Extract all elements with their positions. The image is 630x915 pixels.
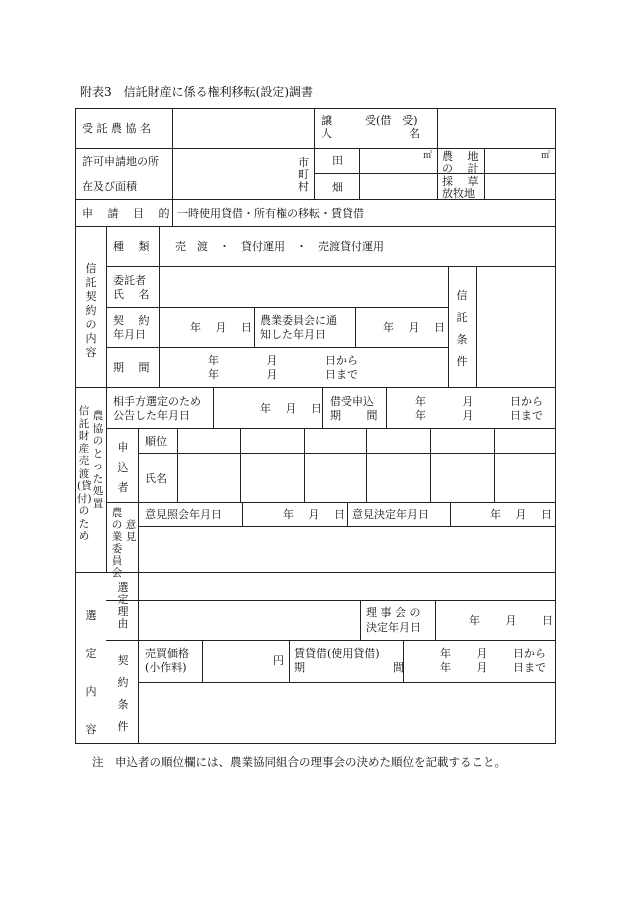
rule: [366, 428, 367, 502]
rule: [106, 347, 448, 348]
shurui-label: 種 類: [113, 240, 150, 253]
sentei-naiyo-label: 選定内容: [85, 609, 97, 736]
rule: [476, 266, 477, 387]
shintaku-joken-label: 信託条件: [456, 289, 468, 368]
nochi-kei-line2: の 計: [442, 162, 479, 175]
joju-label-line2: 人 名: [321, 127, 420, 140]
rule: [172, 199, 173, 226]
iinkai-label-col2: 意見: [125, 519, 137, 543]
moushikomisha-label: 申込者: [117, 441, 129, 494]
keiyaku-ymd-value: 年 月 日: [190, 321, 252, 334]
rule: [75, 387, 556, 388]
shi-label: 市: [298, 156, 309, 169]
rule: [106, 502, 556, 503]
rule: [106, 600, 556, 601]
tsuchi-ymd-value: 年 月 日: [383, 321, 445, 334]
rule: [314, 173, 556, 174]
ta-label: 田: [332, 154, 343, 167]
rule: [484, 148, 485, 199]
chintaishaku-label-line1: 賃貸借(使用貸借): [294, 647, 380, 660]
rule: [106, 428, 556, 429]
saiso-line2: 放牧地: [442, 187, 475, 200]
rule: [138, 526, 556, 527]
chintaishaku-from: 年 月 日から: [440, 647, 546, 660]
page-title: 附表3 信託財産に係る権利移転(設定)調書: [80, 85, 313, 99]
shurui-value: 売 渡 ・ 貸付運用 ・ 売渡貸付運用: [175, 240, 384, 253]
joju-label-line1: 譲 受(借 受): [321, 114, 418, 127]
rule: [159, 226, 160, 387]
baibai-label-line1: 売買価格: [145, 647, 189, 660]
rule: [386, 387, 387, 428]
rule: [360, 600, 361, 640]
footnote: 注 申込者の順位欄には、農業協同組合の理事会の決めた順位を記載すること。: [92, 755, 506, 769]
kikan-from: 年 月 日から: [208, 354, 358, 367]
rule: [494, 428, 495, 502]
rule: [202, 640, 203, 682]
jutaku-kumiai-label: 受 託 農 協 名: [82, 122, 151, 135]
rule: [448, 266, 449, 387]
unit-m2: ㎡: [423, 151, 433, 161]
machi-label: 町: [298, 168, 309, 181]
aite-ymd-value: 年 月 日: [260, 402, 322, 415]
rule: [322, 387, 323, 428]
rule: [289, 640, 290, 682]
aite-label-line2: 公告した年月日: [113, 409, 190, 422]
shozai-label-line1: 許可申請地の所: [82, 155, 159, 168]
baito-section-label-b: 農協のとった処置: [92, 410, 104, 510]
rule: [106, 307, 448, 308]
shozai-label-line2: 在及び面積: [82, 180, 137, 193]
baibai-label-line2: (小作料): [145, 661, 187, 674]
rule: [172, 108, 173, 199]
sentei-riyu-label: 選定理由: [117, 581, 129, 630]
chintaishaku-label-line2: 期 間: [294, 661, 404, 674]
mura-label: 村: [298, 180, 309, 193]
rule: [359, 148, 360, 199]
shimei-label: 氏名: [145, 472, 167, 485]
rule: [138, 682, 556, 683]
rule: [242, 502, 243, 526]
shintaku-keiyaku-section-label: 信託契約の内容: [85, 262, 97, 359]
iinkai-label-col1: 農の: [111, 507, 123, 531]
rule: [75, 226, 556, 227]
rule: [450, 502, 451, 526]
kettei-ymd-value: 年 月 日: [490, 508, 552, 521]
rule: [106, 266, 556, 267]
shakuuke-to: 年 月 日まで: [415, 409, 543, 422]
chintaishaku-to: 年 月 日まで: [440, 661, 546, 674]
rule: [430, 428, 431, 502]
rijikai-label-line2: 決定年月日: [366, 621, 421, 634]
rule: [355, 307, 356, 347]
rule: [106, 226, 107, 572]
nochi-kei-line1: 農 地: [442, 150, 479, 163]
yen-unit: 円: [273, 654, 284, 667]
rule: [177, 428, 178, 502]
rule: [213, 387, 214, 428]
itakusha-label-line1: 委託者: [113, 274, 146, 287]
shakuuke-label-line2: 期 間: [330, 409, 378, 422]
kikan-label: 期 間: [113, 361, 150, 374]
rijikai-ymd-value: 年 月 日: [469, 614, 553, 627]
keiyaku-ymd-label-line2: 年月日: [113, 328, 146, 341]
rule: [240, 428, 241, 502]
rule: [75, 572, 556, 573]
rule: [304, 428, 305, 502]
tsuchi-label-line1: 農業委員会に通: [260, 314, 337, 327]
hata-label: 畑: [332, 181, 343, 194]
rule: [435, 600, 436, 640]
rule: [437, 148, 438, 199]
rule: [138, 572, 139, 744]
shakuuke-from: 年 月 日から: [415, 395, 543, 408]
baito-section-label-a: 信託財産売渡(貸付)のため: [77, 405, 92, 542]
rijikai-label-line1: 理 事 会 の: [366, 606, 421, 619]
tsuchi-label-line2: 知した年月日: [260, 328, 326, 341]
saiso-line1: 採 草: [442, 175, 479, 188]
kikan-to: 年 月 日まで: [208, 368, 358, 381]
shokai-label: 意見照会年月日: [145, 508, 222, 521]
juni-label: 順位: [145, 435, 167, 448]
rule: [437, 108, 438, 148]
rule: [138, 428, 139, 572]
itakusha-label-line2: 氏 名: [113, 288, 150, 301]
keiyaku-ymd-label-line1: 契 約: [113, 314, 150, 327]
iinkai-label-col1b: 業委員会: [111, 531, 123, 579]
unit-m2: ㎡: [541, 151, 551, 161]
aite-label-line1: 相手方選定のため: [113, 395, 201, 408]
shokai-ymd-value: 年 月 日: [283, 508, 345, 521]
keiyaku-joken-label: 契約条件: [117, 654, 129, 733]
shinsei-mokuteki-label: 申 請 目 的: [82, 207, 170, 220]
rule: [254, 307, 255, 347]
kettei-label: 意見決定年月日: [352, 508, 429, 521]
shakuuke-label-line1: 借受申込: [330, 395, 374, 408]
rule: [106, 640, 556, 641]
rule: [314, 108, 315, 199]
rule: [347, 502, 348, 526]
shinsei-mokuteki-value: 一時使用貸借・所有権の移転・賃貸借: [177, 207, 364, 220]
rule: [75, 199, 556, 200]
